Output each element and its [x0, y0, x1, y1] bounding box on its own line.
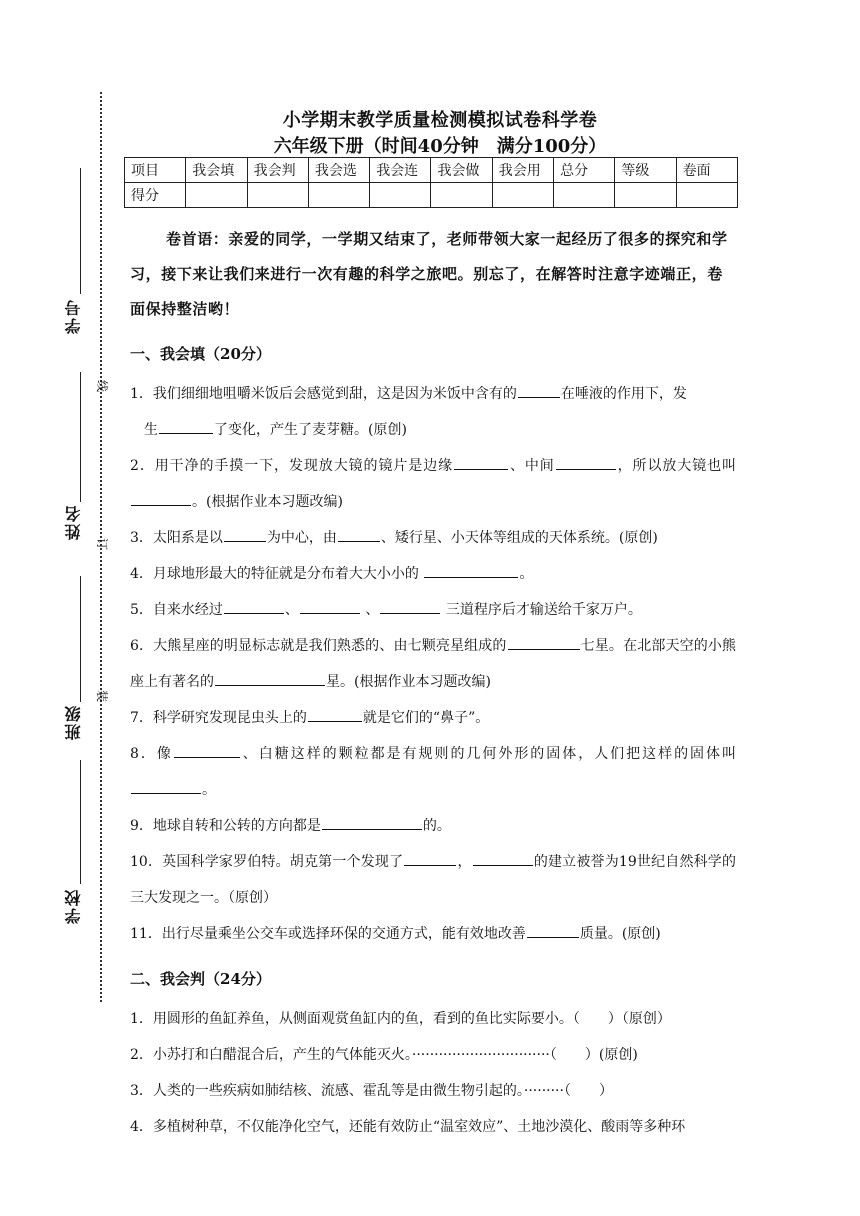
- answer-blank[interactable]: [131, 489, 191, 506]
- school-line: [80, 760, 81, 884]
- answer-blank[interactable]: [454, 453, 508, 470]
- q-text: 为中心，由: [266, 530, 337, 546]
- q-text: 的。: [422, 818, 451, 834]
- answer-blank[interactable]: [224, 525, 266, 542]
- answer-blank[interactable]: [518, 381, 560, 398]
- answer-blank[interactable]: [508, 633, 580, 650]
- q-text: 的建立被誉为19世纪自然科学的三大发现之一。（原创）: [130, 854, 736, 906]
- question-1-2: [130, 448, 736, 520]
- q-text: 、矮行星、小天体等组成的天体系统。(原创): [380, 530, 658, 546]
- q-text: 。: [519, 566, 534, 582]
- score-table-header-row: [125, 158, 738, 183]
- question-1-10: [130, 844, 736, 916]
- q-text: 9．地球自转和公转的方向都是: [130, 818, 321, 834]
- school-label: 学校: [64, 888, 83, 924]
- q-text: 1．我们细细地咀嚼米饭后会感觉到甜，这是因为米饭中含有的: [130, 386, 517, 402]
- score-cell[interactable]: [492, 183, 553, 208]
- score-cell[interactable]: [247, 183, 308, 208]
- exam-subtitle: 六年级下册（时间40分钟 满分100分）: [273, 136, 607, 157]
- question-2-1: 1．用圆形的鱼缸养鱼，从侧面观赏鱼缸内的鱼，看到的鱼比实际要小。（ ）（原创）: [130, 1011, 671, 1027]
- question-1-1: [130, 376, 736, 448]
- bind-mark: 装: [96, 688, 109, 703]
- question-1-8: [130, 736, 736, 808]
- name-line: [80, 372, 81, 502]
- q-text: 、白糖这样的颗粒都是有规则的几何外形的固体，人们把这样的固体叫: [240, 746, 736, 762]
- section-1-title: 一、我会填（20分）: [130, 345, 271, 363]
- q-text: 、中间: [509, 458, 555, 474]
- q-text: 10．英国科学家罗伯特。胡克第一个发现了: [130, 854, 404, 870]
- q-text: ，: [457, 854, 472, 870]
- student-no-label: 学号: [64, 298, 83, 334]
- q-text: 7．科学研究发现昆虫头上的: [130, 710, 307, 726]
- score-table-score-row: [125, 183, 738, 208]
- score-cell[interactable]: [308, 183, 369, 208]
- q-text: 星。(根据作业本习题改编): [326, 674, 491, 690]
- answer-blank[interactable]: [556, 453, 616, 470]
- q-text: 5．自来水经过: [130, 602, 223, 618]
- question-1-6: [130, 628, 736, 700]
- score-table: [124, 157, 738, 208]
- section-2-title: 二、我会判（24分）: [130, 970, 271, 988]
- exam-content: [130, 222, 736, 1145]
- exam-title: 小学期末教学质量检测模拟试卷科学卷: [282, 110, 598, 131]
- question-2-4: 4．多植树种草，不仅能净化空气，还能有效防止“温室效应”、土地沙漠化、酸雨等多种环: [130, 1119, 686, 1135]
- score-header-cell: 我会填: [186, 158, 247, 183]
- score-header-cell: 我会判: [247, 158, 308, 183]
- q-text: 。: [202, 782, 216, 798]
- student-no-line: [80, 168, 81, 294]
- answer-blank[interactable]: [300, 597, 360, 614]
- score-cell[interactable]: [431, 183, 492, 208]
- score-header-cell: 总分: [554, 158, 615, 183]
- answer-blank[interactable]: [174, 741, 240, 758]
- q-text: 了变化，产生了麦芽糖。(原创): [214, 422, 407, 438]
- q-text: 6．大熊星座的明显标志就是我们熟悉的、由七颗亮星组成的: [130, 638, 507, 654]
- score-header-cell: 我会连: [370, 158, 431, 183]
- q-text: 质量。(原创): [579, 926, 661, 942]
- answer-blank[interactable]: [224, 597, 284, 614]
- q-text: 4．月球地形最大的特征就是分布着大大小小的: [130, 566, 419, 582]
- score-header-cell: 等级: [615, 158, 676, 183]
- answer-blank[interactable]: [131, 777, 201, 794]
- q-text: 就是它们的“鼻子”。: [362, 710, 490, 726]
- q-text: 七星。在北部天空的小熊座上有著名的: [130, 638, 737, 690]
- question-1-5: [130, 592, 736, 628]
- q-text: 生: [144, 422, 158, 438]
- score-cell[interactable]: [676, 183, 737, 208]
- q-text: 在唾液的作用下，发: [560, 386, 687, 402]
- question-1-7: [130, 700, 736, 736]
- score-header-cell: 我会选: [308, 158, 369, 183]
- answer-blank[interactable]: [404, 849, 456, 866]
- binding-margin: [0, 0, 125, 1216]
- question-1-9: [130, 808, 736, 844]
- answer-blank[interactable]: [308, 705, 362, 722]
- answer-blank[interactable]: [527, 921, 579, 938]
- q-text: 、: [365, 602, 380, 618]
- q-text: 。(根据作业本习题改编): [192, 494, 343, 510]
- preface: 卷首语：亲爱的同学，一学期又结束了，老师带领大家一起经历了很多的探究和学习，接下来让我们来进行一次有趣的科学之旅吧。别忘了，在解答时注意字迹端正，卷面保持整洁哟！: [130, 230, 728, 318]
- q-text: 11．出行尽量乘坐公交车或选择环保的交通方式，能有效地改善: [130, 926, 526, 942]
- order-mark: 订: [96, 536, 109, 551]
- q-text: 8．像: [130, 746, 173, 762]
- question-2-2: 2．小苏打和白醋混合后，产生的气体能灭火。·······························（ ）(原创): [130, 1047, 638, 1063]
- score-header-cell: 卷面: [676, 158, 737, 183]
- q-text: 、: [284, 602, 299, 618]
- line-mark: 线: [96, 378, 109, 393]
- score-cell[interactable]: [554, 183, 615, 208]
- q-text: 3．太阳系是以: [130, 530, 223, 546]
- q-text: 2．用干净的手摸一下，发现放大镜的镜片是边缘: [130, 458, 454, 474]
- score-header-cell: 项目: [125, 158, 186, 183]
- answer-blank[interactable]: [215, 669, 325, 686]
- name-label: 姓名: [64, 504, 83, 540]
- q-text: 三道程序后才输送给千家万户。: [445, 602, 642, 618]
- answer-blank[interactable]: [424, 561, 518, 578]
- class-label: 班级: [64, 704, 83, 740]
- question-2-3: 3．人类的一些疾病如肺结核、流感、霍乱等是由微生物引起的。·········（ ）: [130, 1083, 613, 1099]
- answer-blank[interactable]: [159, 417, 213, 434]
- score-header-cell: 我会做: [431, 158, 492, 183]
- question-1-11: [130, 916, 736, 952]
- q-text: ，所以放大镜也叫: [616, 458, 737, 474]
- score-cell[interactable]: [615, 183, 676, 208]
- question-1-3: [130, 520, 736, 556]
- score-cell[interactable]: [186, 183, 247, 208]
- score-cell[interactable]: [370, 183, 431, 208]
- answer-blank[interactable]: [322, 813, 422, 830]
- score-header-cell: 我会用: [492, 158, 553, 183]
- class-line: [80, 576, 81, 702]
- answer-blank[interactable]: [380, 597, 440, 614]
- question-1-4: [130, 556, 736, 592]
- score-row-label: 得分: [125, 183, 186, 208]
- answer-blank[interactable]: [473, 849, 533, 866]
- answer-blank[interactable]: [338, 525, 380, 542]
